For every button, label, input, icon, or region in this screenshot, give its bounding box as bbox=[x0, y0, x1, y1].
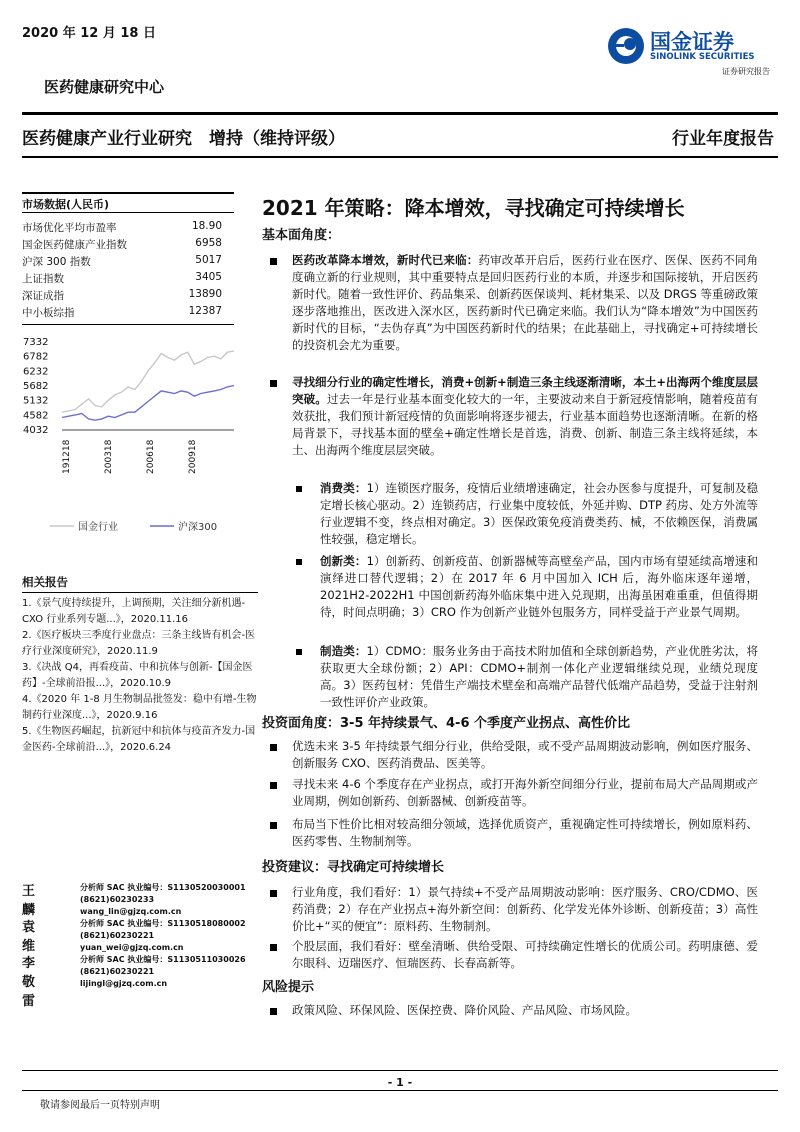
invest-point: 优选未来 3-5 年持续景气细分行业，供给受限，或不受产品周期波动影响，例如医疗服务、创新服务 CXO、医药消费品、医美等。 bbox=[292, 739, 758, 770]
page-number: - 1 - bbox=[387, 1076, 413, 1089]
company-logo bbox=[606, 22, 778, 78]
department: 医药健康研究中心 bbox=[44, 78, 165, 96]
advice-heading: 投资建议：寻找确定可持续增长 bbox=[262, 860, 445, 875]
market-row: 沪深 300 指数 5017 bbox=[22, 254, 222, 268]
related-report-item[interactable]: 4.《2020 年 1-8 月生物制品批签发：稳中有增-生物制药行业深度...》，2020.9.16 bbox=[22, 694, 257, 721]
analyst-email[interactable]: lijingl@gjzq.com.cn bbox=[80, 979, 168, 988]
related-rule bbox=[22, 592, 258, 593]
paragraph-reform: 医药改革降本增效，新时代已来临：药审改革开启后，医药行业在医疗、医保、医药不同角度确立新的行业规则，其中重要特点是回归医药行业的本质，并逐步和国际接轨，开启医药新时代。随着一致性评价、药品集采、创新药医保谈判、耗材集采、以及 DRGS 等重磅政策逐步落地推出，医改进入深水区，医药新时代已确定来临。我们认为“降本增效”为中国医药新时代的目标，“去伪存真”为中国医药新时代的结果；在此基础上，寻找确定+可持续增长的投资机会尤为重要。 bbox=[292, 253, 759, 352]
bullet-icon bbox=[270, 744, 277, 751]
bullet-icon bbox=[270, 944, 277, 951]
advice-point: 行业角度，我们看好：1）景气持续+不受产品周期波动影响：医疗服务、CRO/CDMO、医药消费；2）存在产业拐点+海外新空间：创新药、化学发光体外诊断、创新疫苗；3）高性价比+“买的便宜”：原料药、生物制剂。 bbox=[292, 885, 758, 933]
y-tick-label: 5132 bbox=[23, 395, 49, 407]
x-tick-label: 200318 bbox=[104, 439, 114, 474]
logo-cn: 国金证券 bbox=[650, 30, 734, 54]
footer-rule-2 bbox=[22, 1090, 778, 1091]
bullet-icon bbox=[270, 890, 277, 897]
invest-heading: 投资面角度：3-5 年持续景气、4-6 个季度产业拐点、高性价比 bbox=[262, 716, 631, 731]
analyst-name: 袁维 bbox=[22, 920, 36, 954]
advice-point: 个股层面，我们看好：壁垒清晰、供给受限、可持续确定性增长的优质公司。药明康德、爱尔眼科、迈瑞医疗、恒瑞医药、长春高新等。 bbox=[292, 939, 758, 970]
paragraph-manufacturing: 制造类：1）CDMO：服务业务由于高技术附加值和全球创新趋势，产业优胜劣汰，将获取更大全球份额；2）API：CDMO+制剂一体化产业逻辑继续兑现，业绩兑现度高。3）医药包材：凭借生产端技术壁垒和高端产品替代低端产品趋势，受益于注射剂一致性评价产业政策。 bbox=[320, 644, 758, 709]
main-title: 2021 年策略：降本增效，寻找确定可持续增长 bbox=[262, 196, 685, 220]
related-report-item[interactable]: 1.《景气度持续提升，上调预期，关注细分新机遇-CXO 行业系列专题...》，2020.11.16 bbox=[22, 598, 246, 625]
market-top-rule bbox=[22, 192, 234, 194]
header-rule-top bbox=[22, 112, 778, 115]
series-line-industry bbox=[62, 351, 234, 412]
bullet-icon bbox=[270, 258, 277, 265]
y-tick-label: 5682 bbox=[23, 381, 49, 392]
sinolink-logo-icon bbox=[606, 26, 646, 66]
paragraph-consumption: 消费类：1）连锁医疗服务，疫情后业绩增速确定，社会办医参与度提升，可复制及稳定增长核心驱动。2）连锁药店，行业集中度较低，外延并购、DTP 药房、处方外流等行业逻辑不变，终点相对确定。3）医保政策免疫消费类药、械，不依赖医保，消费属性较强，稳定增长。 bbox=[320, 481, 758, 546]
y-tick-label: 6232 bbox=[23, 366, 49, 378]
doc-type-small: 证券研究报告 bbox=[722, 67, 770, 76]
x-tick-label: 200618 bbox=[146, 439, 156, 474]
legend-label: 沪深300 bbox=[178, 522, 218, 533]
analyst-email[interactable]: yuan_wei@gjzq.com.cn bbox=[80, 943, 184, 952]
risk-text: 政策风险、环保风险、医保控费、降价风险、产品风险、市场风险。 bbox=[292, 1003, 637, 1017]
analyst-cert: 分析师 SAC 执业编号：S1130520030001 (8621)60230233 bbox=[80, 883, 246, 904]
market-heading-rule bbox=[22, 212, 234, 213]
sub-bullet-icon bbox=[296, 559, 302, 565]
footer-disclaimer: 敬请参阅最后一页特别声明 bbox=[40, 1100, 160, 1111]
market-heading: 市场数据(人民币) bbox=[22, 198, 110, 211]
index-chart bbox=[22, 330, 258, 550]
analyst-name: 王麟 bbox=[22, 884, 36, 918]
sub-bullet-icon bbox=[296, 486, 302, 492]
legend-label: 国金行业 bbox=[78, 522, 118, 533]
analyst-name: 李敬雷 bbox=[22, 956, 36, 1009]
bullet-icon bbox=[270, 1008, 277, 1015]
paragraph-innovation: 创新类：1）创新药、创新疫苗、创新器械等高壁垒产品，国内市场有望延续高增速和演绎进口替代逻辑；2）在 2017 年 6 月中国加入 ICH 后，海外临床逐年递增，2021H2-2022H1 中国创新药海外临床集中进入兑现期，出海虽困难重重，但值得期待，时间点明确；3）CRO 作为创新产业链外包服务方，同样受益于产业景气周期。 bbox=[320, 554, 758, 619]
y-tick-label: 7332 bbox=[23, 337, 49, 348]
invest-point: 寻找未来 4-6 个季度存在产业拐点，或打开海外新空间细分行业，提前布局大产品周期或产业周期，例如创新药、创新器械、创新疫苗等。 bbox=[292, 777, 758, 808]
analyst-cert: 分析师 SAC 执业编号：S1130518080002 (8621)60230221 bbox=[80, 919, 246, 940]
bullet-icon bbox=[270, 782, 277, 789]
x-tick-label: 200918 bbox=[188, 439, 198, 474]
x-tick-label: 191218 bbox=[62, 439, 72, 474]
y-tick-label: 4032 bbox=[23, 425, 49, 436]
invest-point: 布局当下性价比相对较高细分领域，选择优质资产，重视确定性可持续增长，例如原料药、医药零售、生物制剂等。 bbox=[292, 817, 758, 848]
bullet-icon bbox=[270, 380, 277, 387]
header-rule-bottom bbox=[22, 156, 778, 158]
series-line-hs300 bbox=[62, 386, 234, 421]
footer-rule bbox=[22, 1070, 778, 1071]
risk-heading: 风险提示 bbox=[262, 980, 315, 995]
market-row: 中小板综指 12387 bbox=[22, 305, 222, 319]
fundamentals-heading: 基本面角度： bbox=[262, 228, 341, 243]
related-report-item[interactable]: 2.《医疗板块三季度行业盘点：三条主线皆有机会-医疗行业深度研究》，2020.11.9 bbox=[22, 630, 256, 657]
report-type: 行业年度报告 bbox=[672, 129, 774, 149]
paragraph-segments: 寻找细分行业的确定性增长，消费+创新+制造三条主线逐渐清晰，本土+出海两个维度层层突破。过去一年是行业基本面变化较大的一年，主要波动来自于新冠疫情影响，随着疫苗有效获批，我们预计新冠疫情的负面影响将逐步褪去，行业基本面趋势也逐渐清晰。在新的格局背景下，寻找基本面的壁垒+确定性增长是首选，消费、创新、制造三条主线将延续，本土、出海两个维度层层突破。 bbox=[292, 375, 759, 457]
related-heading: 相关报告 bbox=[22, 575, 68, 589]
market-row: 市场优化平均市盈率 18.90 bbox=[22, 220, 222, 234]
report-date: 2020 年 12 月 18 日 bbox=[22, 26, 156, 41]
y-tick-label: 6782 bbox=[23, 351, 49, 363]
sub-bullet-icon bbox=[296, 649, 302, 655]
market-row: 国金医药健康产业指数 6958 bbox=[22, 237, 222, 251]
market-bottom-rule bbox=[22, 324, 234, 325]
report-title-left: 医药健康产业行业研究 增持（维持评级） bbox=[22, 129, 345, 149]
analyst-cert: 分析师 SAC 执业编号：S1130511030026 (8621)60230221 bbox=[80, 955, 246, 976]
analyst-email[interactable]: wang_lin@gjzq.com.cn bbox=[80, 907, 182, 916]
related-report-item[interactable]: 5.《生物医药崛起，抗新冠中和抗体与疫苗齐发力-国金医药-全球前沿...》，2020.6.24 bbox=[22, 726, 256, 753]
logo-en: SINOLINK SECURITIES bbox=[650, 52, 755, 62]
market-row: 深证成指 13890 bbox=[22, 288, 222, 302]
bullet-icon bbox=[270, 822, 277, 829]
market-row: 上证指数 3405 bbox=[22, 271, 222, 285]
related-report-item[interactable]: 3.《决战 Q4，再看疫苗、中和抗体与创新-【国金医药】-全球前沿报...》，2020.10.9 bbox=[22, 662, 253, 689]
y-tick-label: 4582 bbox=[23, 410, 49, 422]
